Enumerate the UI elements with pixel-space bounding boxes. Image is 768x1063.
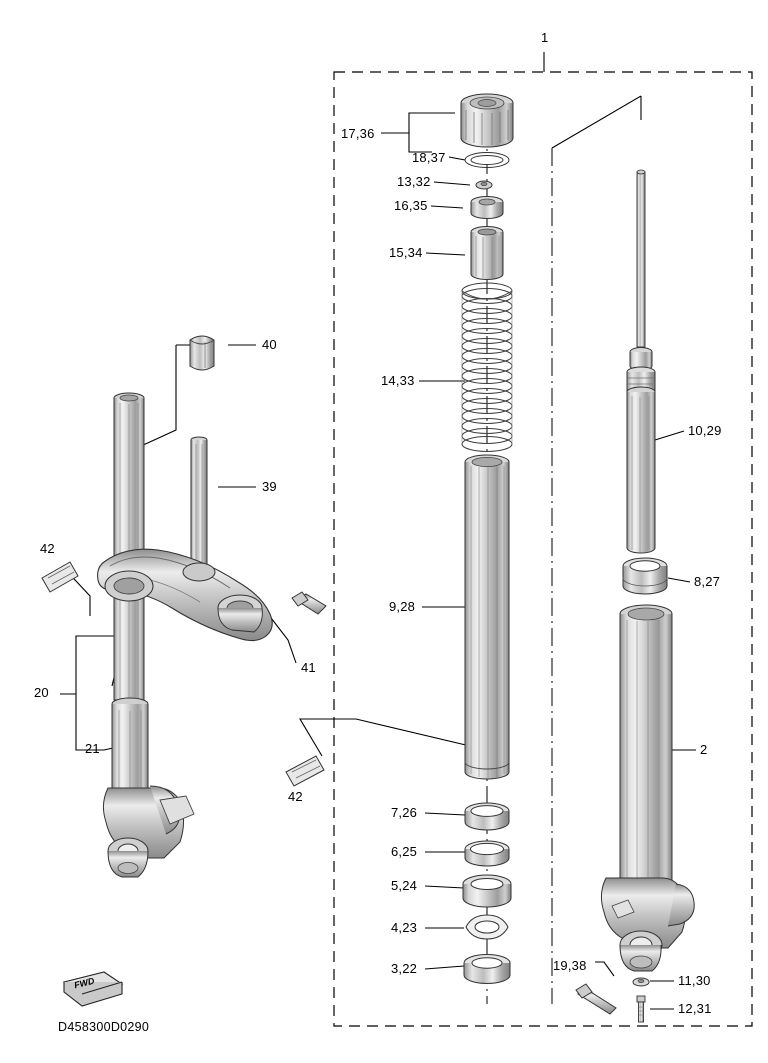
part-fork-spring [462, 283, 512, 452]
part-inner-tube [465, 455, 509, 779]
part-cap-bolt [461, 94, 513, 147]
callout-14-33: 14,33 [381, 373, 415, 388]
callout-16-35: 16,35 [394, 198, 428, 213]
document-id: D458300D0290 [58, 1020, 150, 1034]
callout-39: 39 [262, 479, 277, 494]
callout-42-center: 42 [288, 789, 303, 804]
callout-9-28: 9,28 [389, 599, 416, 614]
callout-21: 21 [85, 741, 100, 756]
fwd-label: FWD [73, 975, 96, 991]
callout-5-24: 5,24 [391, 878, 418, 893]
part-oil-seal [463, 875, 511, 907]
group-label-1: 1 [541, 30, 549, 45]
part-lock-washer [466, 915, 508, 939]
callout-40: 40 [262, 337, 277, 352]
callout-15-34: 15,34 [389, 245, 423, 260]
callout-8-27: 8,27 [694, 574, 721, 589]
callout-11-30: 11,30 [678, 973, 711, 988]
part-pinch-bolt-41 [292, 592, 326, 614]
part-outer-tube-slider [601, 605, 694, 971]
part-steering-stem [191, 437, 207, 568]
part-ring-7-26 [465, 803, 509, 830]
callout-3-22: 3,22 [391, 961, 418, 976]
callout-2: 2 [700, 742, 708, 757]
part-guide-40 [190, 336, 214, 370]
part-ring-6-25 [465, 841, 509, 866]
callout-19-38: 19,38 [553, 958, 587, 973]
part-bolt-19-38 [576, 984, 616, 1014]
part-o-ring-cap [465, 153, 509, 168]
part-decal-42-center [286, 756, 324, 786]
part-washer-11-30 [633, 978, 649, 986]
part-spacer [471, 227, 503, 280]
callout-7-26: 7,26 [391, 805, 418, 820]
callout-41: 41 [301, 660, 316, 675]
callout-18-37: 18,37 [412, 150, 446, 165]
callout-10-29: 10,29 [688, 423, 722, 438]
part-bolt-12-31 [637, 996, 645, 1022]
part-left-fork-tube [103, 393, 194, 877]
callout-42-left: 42 [40, 541, 55, 556]
callout-12-31: 12,31 [678, 1001, 712, 1016]
callout-17-36: 17,36 [341, 126, 375, 141]
part-damper-rod [627, 170, 655, 553]
part-decal-42-left [42, 562, 78, 592]
part-dust-seal [464, 955, 510, 984]
part-spring-seat [471, 197, 503, 219]
callout-6-25: 6,25 [391, 844, 418, 859]
callout-20: 20 [34, 685, 49, 700]
callout-13-32: 13,32 [397, 174, 431, 189]
part-small-washer [476, 181, 492, 189]
callout-4-23: 4,23 [391, 920, 418, 935]
part-slide-metal [623, 558, 667, 594]
